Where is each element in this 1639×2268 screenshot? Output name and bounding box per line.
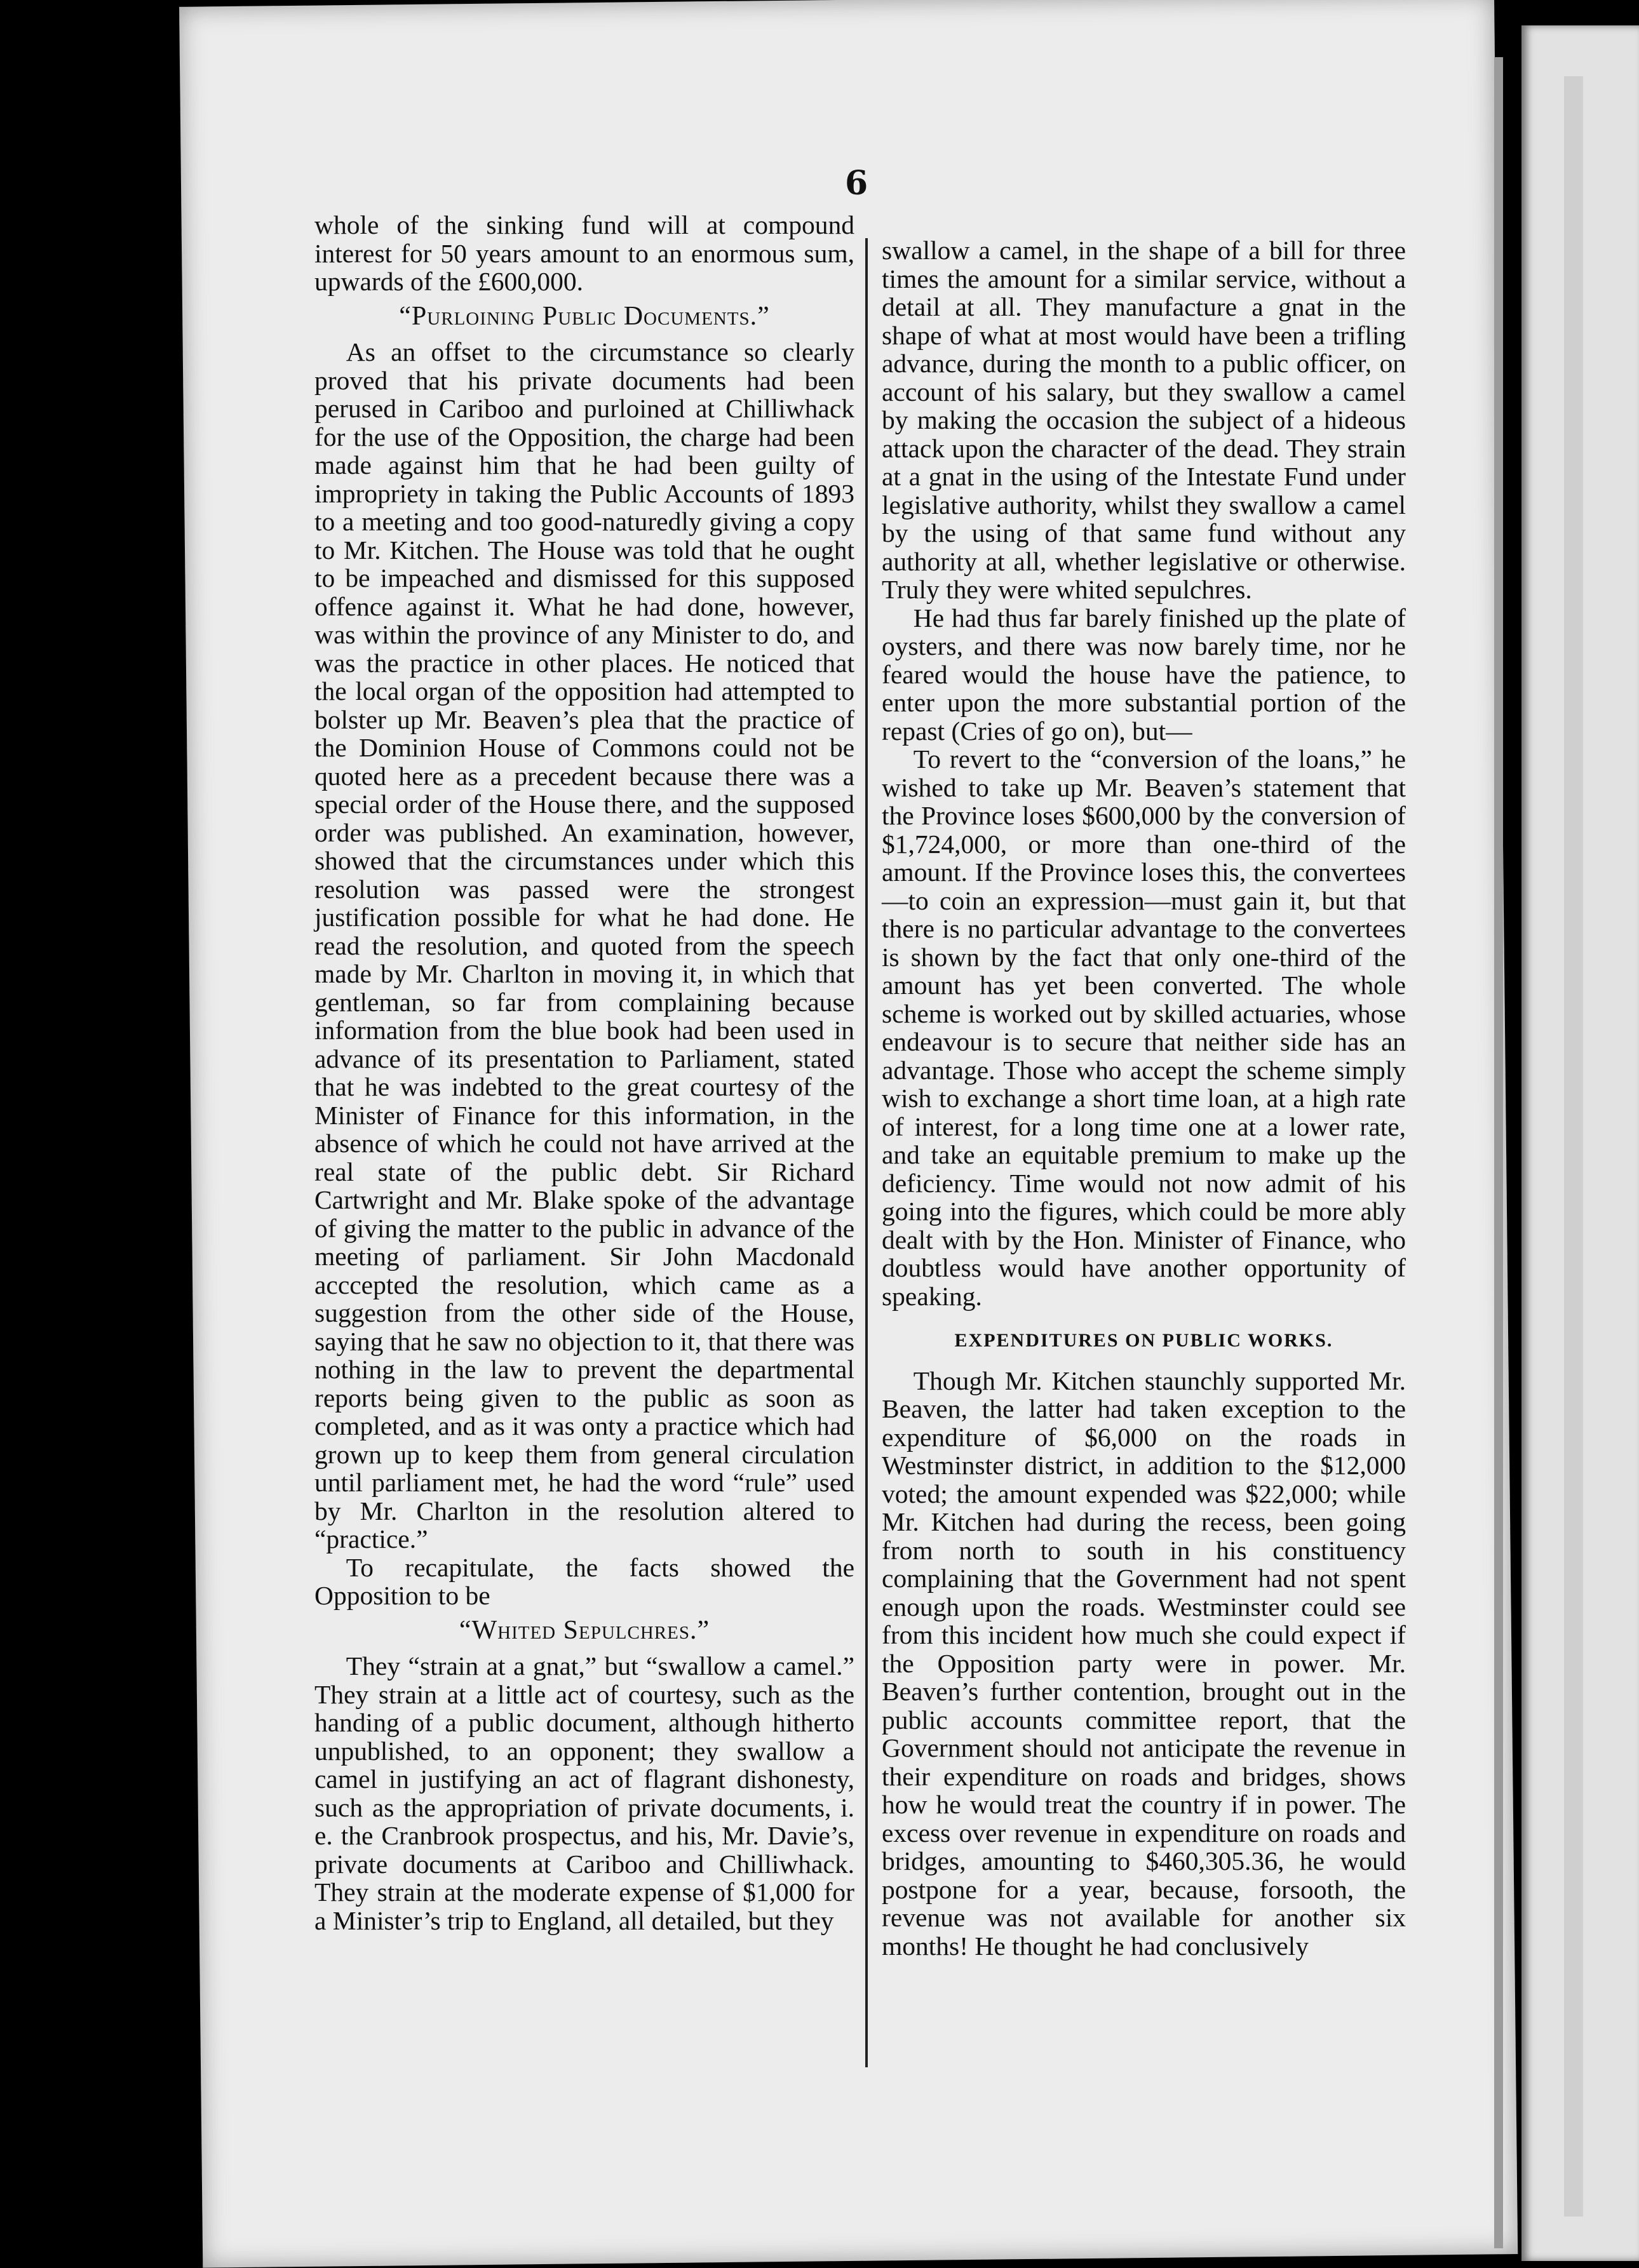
paragraph: To recapitulate, the facts showed the Opposition to be — [314, 1552, 854, 1610]
page-edge — [1494, 57, 1503, 2248]
column-divider — [865, 238, 868, 2067]
section-heading: EXPENDITURES ON PUBLIC WORKS. — [954, 1330, 1333, 1351]
paragraph: To revert to the “conversion of the loans,” he wished to take up Mr. Beaven’s statement that the Province loses $600,000 by the conversion of $1,724,000, or more than one-third of the amount. If the Province loses this, the convertees—to coin an expression—must gain it, but that there is no particular advantage to the convertees is shown by the fact that only one-third of the amount has yet been converted. The whole scheme is worked out by skilled actuaries, whose endeavour is to secure that neither side has an advantage. Those who accept the scheme simply wish to exchange a short time loan, at a high rate of interest, for a long time one at a lower rate, and take an equitable premium to make up the deficiency. Time would not now admit of his going into the figures, which could be more ably dealt with by the Hon. Minister of Finance, who doubtless would have another opportunity of speaking. — [882, 744, 1406, 1311]
page-number: 6 — [845, 164, 868, 203]
paragraph: As an offset to the circumstance so clearly proved that his private documents had been perused in Cariboo and purloined at Chilliwhack for the use of the Opposition, the charge had been made against him that he had been guilty of impropriety in taking the Public Accounts of 1893 to a meeting and too good-naturedly giving a copy to Mr. Kitchen. The House was told that he ought to be impeached and dismissed for this supposed offence against it. What he had done, however, was within the province of any Minister to do, and was the practice in other places. He noticed that the local organ of the opposition had attempted to bolster up Mr. Beaven’s plea that the practice of the Dominion House of Commons could not be quoted here as a precedent because there was a special order of the House there, and the supposed order was published. An examination, however, showed that the circumstances under which this resolution was passed were the strongest justification possible for what he had done. He read the resolution, and quoted from the speech made by Mr. Charlton in moving it, in which that gentleman, so far from complaining because information from the blue book had been used in advance of its presentation to Parliament, stated that he was indebted to the great courtesy of the Minister of Finance for this information, in the absence of which he could not have arrived at the real state of the public debt. Sir Richard Cartwright and Mr. Blake spoke of the advantage of giving the matter to the public in advance of the meeting of parliament. Sir John Macdonald acccepted the resolution, which came as a suggestion from the other side of the House, saying that he saw no objection to it, that there was nothing in the law to prevent the departmental reports being given to the public as soon as completed, and as it was onty a practice which had grown up to keep them from general circulation until parliament met, he had the word “rule” used by Mr. Charlton in the resolution altered to “practice.” — [314, 337, 854, 1553]
paragraph: swallow a camel, in the shape of a bill for three times the amount for a similar service, without a detail at all. They manufacture a gnat in the shape of what at most would have been a trifling advance, during the month to a public officer, on account of his salary, but they swallow a camel by making the occasion the subject of a hideous attack upon the character of the dead. They strain at a gnat in the using of the Intestate Fund under legislative authority, whilst they swallow a camel by the using of that same fund without any authority at all, whether legislative or otherwise. Truly they were whited sepulchres. — [882, 236, 1406, 604]
paragraph: Though Mr. Kitchen staunchly supported Mr. Beaven, the latter had taken exception to the expenditure of $6,000 on the roads in Westminster district, in addition to the $12,000 voted; the amount expended was $22,000; while Mr. Kitchen had during the recess, been going from north to south in his constituency complaining that the Government had not spent enough upon the roads. Westminster could see from this incident how much she could expect if the Opposition party were in power. Mr. Beaven’s further contention, brought out in the public accounts committee report, that the Government should not anticipate the revenue in their expenditure on roads and bridges, shows how he would treat the country if in power. The excess over revenue in expenditure on roads and bridges, amounting to $460,305.36, he would postpone for a year, because, forsooth, the revenue was not available for another six months! He thought he had conclusively — [882, 1365, 1406, 1961]
section-heading: “Whited Sepulchres.” — [459, 1615, 710, 1645]
left-column — [314, 211, 854, 1935]
paragraph: He had thus far barely finished up the plate of oysters, and there was now barely time, nor he feared would the house have the patience, to enter upon the more substantial portion of the repast (Cries of go on), but— — [882, 603, 1406, 746]
section-heading: “Purloining Public Documents.” — [399, 301, 770, 331]
paragraph: whole of the sinking fund will at compound interest for 50 years amount to an enormous sum, upwards of the £600,000. — [314, 210, 854, 296]
paragraph: They “strain at a gnat,” but “swallow a camel.” They strain at a little act of courtesy, such as the handing of a public document, although hitherto unpublished, to an opponent; they swallow a camel in justifying an act of flagrant dishonesty, such as the appropriation of private documents, i. e. the Cranbrook prospectus, and his, Mr. Davie’s, private documents at Cariboo and Chilliwhack. They strain at the moderate expense of $1,000 for a Minister’s trip to England, all detailed, but they — [314, 1651, 854, 1935]
right-column — [882, 236, 1406, 1960]
facing-page-shadow — [1564, 76, 1583, 2217]
